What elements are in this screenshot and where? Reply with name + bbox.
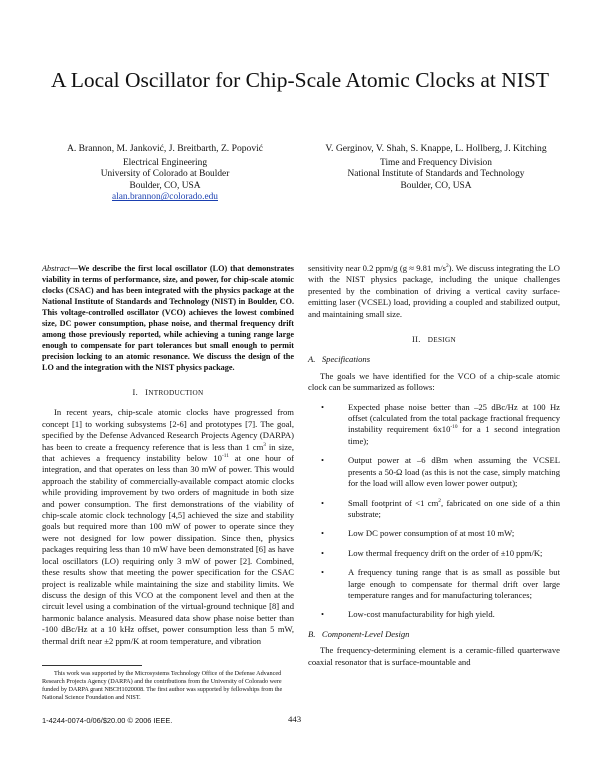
right-author-names: V. Gerginov, V. Shah, S. Knappe, L. Hollberg, J. Kitching bbox=[325, 143, 547, 154]
subsection-heading-component-design: B. Component-Level Design bbox=[308, 628, 410, 639]
section-heading-introduction: I. INTRODUCTION bbox=[132, 388, 204, 397]
paper-title: A Local Oscillator for Chip-Scale Atomic Clocks at NIST bbox=[51, 68, 549, 92]
abstract-text: —We describe the first local oscillator (LO) that demonstrates viability in terms of performance, size, and power, for chip-scale atomic clocks (CSAC) and has been integrated with the physics package at the National Institute of Standards and Technology (NIST) in Boulder, CO. This voltage-controlled oscillator (VCO) achieves the lowest combined size, DC power consumption, phase noise, and thermal frequency drift among those previously reported, while achieving a tuning range large enough to compensate for part tolerances but small enough to permit precision locking to an atomic resonance. We discuss the design of the LO and the integration with the NIST physics package. bbox=[42, 264, 294, 372]
left-author-names: A. Brannon, M. Janković, J. Breitbarth, Z. Popović bbox=[66, 143, 264, 154]
abstract-lead: Abstract bbox=[42, 264, 70, 273]
footnote bbox=[42, 665, 292, 702]
left-author-institution: University of Colorado at Boulder bbox=[100, 169, 230, 180]
right-author-block bbox=[312, 143, 560, 192]
page-number: 443 bbox=[288, 714, 302, 724]
section-heading-design: II. DESIGN bbox=[412, 335, 456, 345]
introduction-paragraph: In recent years, chip-scale atomic clocks have progressed from concept [1] to working subsystems [2-6] and prototypes [7]. The goal, specified by the Defense Advanced Research Projects Agency (DARPA) has been to create a frequency reference that is less than 1 $cm^3$ in size, that achieves a frequency instability below $10^{-11}$ at one hour of integration, and that operates on less than 30 mW of power. This would approach the stability of commercially-available compact atomic clocks while providing improvement by two orders of magnitude in both size and power consumption. The first demonstrations of the viability of chip-scale atomic clock technology [4,5] achieved the size and stability goals but required more than 100 mW of power to operate since they were not designed for low power dissipation. Since then, physics packages requiring less than 10 mW have been demonstrated [6] as have local oscillators (LO) requiring only 3 mW of power [2]. Combined, these results show that meeting the power specification for the CSAC project is realizable while maintaining the size and stability limits. We discuss the design of this VCO at the component level and then at the circuit level using a combination of the virtual-ground technique [8] and harmonic balance analysis. Measured data show phase noise better than -100 dBc/Hz at a 10 kHz offset, power consumption less than 5 mW, thermal drift near ±2 ppm/K at room temperature, and vibration bbox=[42, 407, 294, 646]
list-item: • Low DC power consumption of at most 10 mW; bbox=[321, 528, 515, 539]
abstract bbox=[42, 263, 294, 373]
list-item: • Small footprint of <1 $cm^2$, fabricated on one side of a thin substrate; bbox=[321, 497, 560, 519]
left-author-block bbox=[40, 143, 290, 204]
list-item: • Low-cost manufacturability for high yield. bbox=[321, 609, 495, 620]
author-email-link[interactable]: alan.brannon@colorado.edu bbox=[112, 192, 218, 203]
list-item: • A frequency tuning range that is as small as possible but large enough to compensate for thermal drift over large temperature ranges and for manufacturing tolerances; bbox=[321, 567, 560, 600]
right-author-location: Boulder, CO, USA bbox=[400, 180, 472, 191]
left-author-dept: Electrical Engineering bbox=[122, 157, 208, 168]
footnote-rule bbox=[42, 665, 142, 666]
specifications-list bbox=[308, 402, 560, 621]
left-author-location: Boulder, CO, USA bbox=[129, 180, 201, 191]
specifications-intro: The goals we have identified for the VCO of a chip-scale atomic clock can be summarized as follows: bbox=[308, 370, 560, 393]
right-author-dept: Time and Frequency Division bbox=[380, 157, 492, 168]
subsection-heading-specifications: A. Specifications bbox=[308, 354, 371, 365]
right-author-institution: National Institute of Standards and Technology bbox=[347, 169, 525, 180]
copyright-notice: 1-4244-0074-0/06/$20.00 © 2006 IEEE. bbox=[42, 716, 173, 725]
right-column bbox=[308, 263, 560, 668]
list-item: • Low thermal frequency drift on the order of ±10 ppm/K; bbox=[321, 547, 543, 558]
left-column bbox=[42, 263, 294, 647]
list-item: • Output power at –6 dBm when assuming the VCSEL presents a 50-Ω load (as this is not the case, simply matching for the load will allow even lower power output); bbox=[321, 455, 560, 489]
right-column-continuation: sensitivity near 0.2 ppm/g (g ≈ 9.81 $m/s^2$). We discuss integrating the LO with the NIST physics package, including the unique challenges presented by the combination of driving a vertical cavity surface-emitting laser (VCSEL) load, providing a coupled and stabilized output, and maintaining small size. bbox=[308, 263, 560, 319]
component-design-paragraph: The frequency-determining element is a ceramic-filled quarterwave coaxial resonator that is surface-mountable and bbox=[308, 645, 560, 667]
list-item: • Expected phase noise better than –25 dBc/Hz at 100 Hz offset (calculated from the total package fractional frequency instability requirement $6x10^{-10}$ for a 1 second integration time); bbox=[321, 401, 560, 446]
footnote-text: This work was supported by the Microsystems Technology Office of the Defense Advanced Research Projects Agency (DARPA) and the contributions from the University of Colorado were funded by DARPA grant NBCH1020008. The first author was supported by fellowships from the National Science Foundation and NIST. bbox=[42, 670, 283, 701]
